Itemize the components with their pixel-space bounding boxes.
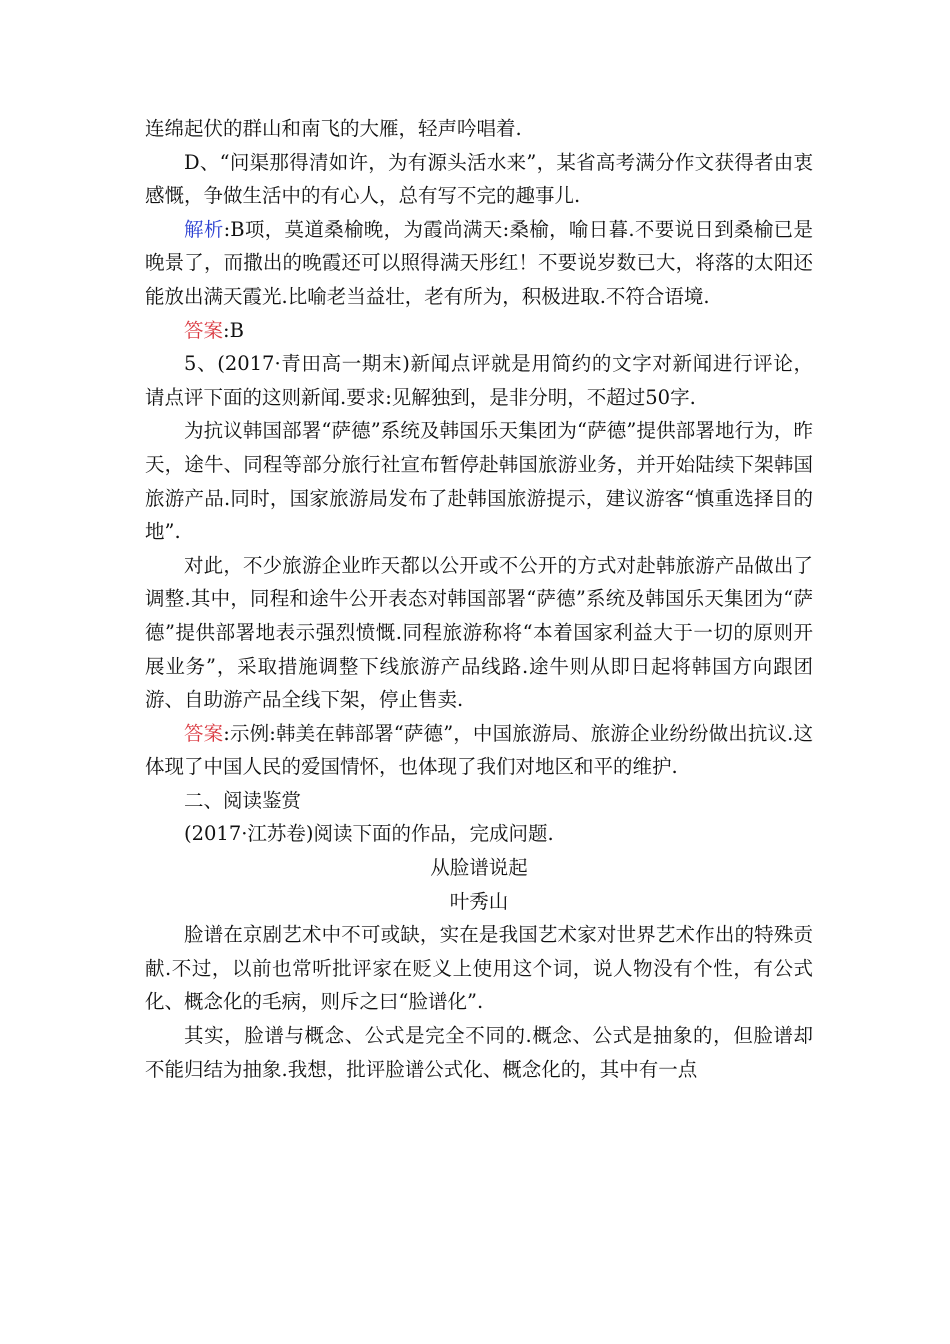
essay-author: 叶秀山 bbox=[449, 889, 509, 913]
section-heading: 二、阅读鉴赏 bbox=[184, 788, 302, 812]
analysis-text: :B项，莫道桑榆晚，为霞尚满天:桑榆，喻日暮.不要说日到桑榆已是晚景了，而撒出的晚霞还可以照得满天彤红！不要说岁数已大，将落的太阳还能放出满天霞光.比喻老当益壮，老有所为，积极进取.不符合语境. bbox=[145, 217, 813, 308]
essay-paragraph-1: 脸谱在京剧艺术中不可或缺，实在是我国艺术家对世界艺术作出的特殊贡献.不过，以前也常听批评家在贬义上使用这个词，说人物没有个性，有公式化、概念化的毛病，则斥之曰“脸谱化”. bbox=[145, 923, 813, 1014]
option-d: D、“问渠那得清如许，为有源头活水来”，某省高考满分作文获得者由衷感慨，争做生活中的有心人，总有写不完的趣事儿. bbox=[145, 150, 813, 208]
essay-paragraph-2: 其实，脸谱与概念、公式是完全不同的.概念、公式是抽象的，但脸谱却不能归结为抽象.我想，批评脸谱公式化、概念化的，其中有一点 bbox=[145, 1024, 813, 1081]
news-paragraph-2: 对此，不少旅游企业昨天都以公开或不公开的方式对赴韩旅游产品做出了调整.其中，同程和途牛公开表态对韩国部署“萨德”系统及韩国乐天集团为“萨德”提供部署地表示强烈愤慨.同程旅游称将“本着国家利益大于一切的原则开展业务”，采取措施调整下线旅游产品线路.途牛则从即日起将韩国方向跟团游、自助游产品全线下架，停止售卖. bbox=[145, 553, 813, 712]
answer-text: :示例:韩美在韩部署“萨德”，中国旅游局、旅游企业纷纷做出抗议.这体现了中国人民的爱国情怀，也体现了我们对地区和平的维护. bbox=[145, 721, 813, 779]
answer-paragraph-2 bbox=[145, 717, 813, 784]
analysis-label: 解析 bbox=[184, 217, 224, 241]
continued-line: 连绵起伏的群山和南飞的大雁，轻声吟唱着. bbox=[145, 117, 522, 140]
answer-paragraph-1 bbox=[145, 314, 813, 348]
question-5: 5、(2017·青田高一期末)新闻点评就是用简约的文字对新闻进行评论，请点评下面的这则新闻.要求:见解独到，是非分明，不超过50字. bbox=[145, 352, 813, 409]
answer-label: 答案 bbox=[184, 721, 224, 745]
source-line: (2017·江苏卷)阅读下面的作品，完成问题. bbox=[184, 822, 554, 846]
analysis-paragraph bbox=[145, 213, 813, 314]
news-paragraph-1: 为抗议韩国部署“萨德”系统及韩国乐天集团为“萨德”提供部署地行为，昨天，途牛、同程等部分旅行社宣布暂停赴韩国旅游业务，并开始陆续下架韩国旅游产品.同时，国家旅游局发布了赴韩国旅游提示，建议游客“慎重选择目的地”. bbox=[145, 419, 813, 544]
document-page bbox=[145, 112, 813, 1086]
essay-title: 从脸谱说起 bbox=[430, 856, 528, 880]
answer-label: 答案 bbox=[184, 318, 224, 342]
answer-text: :B bbox=[223, 318, 244, 342]
